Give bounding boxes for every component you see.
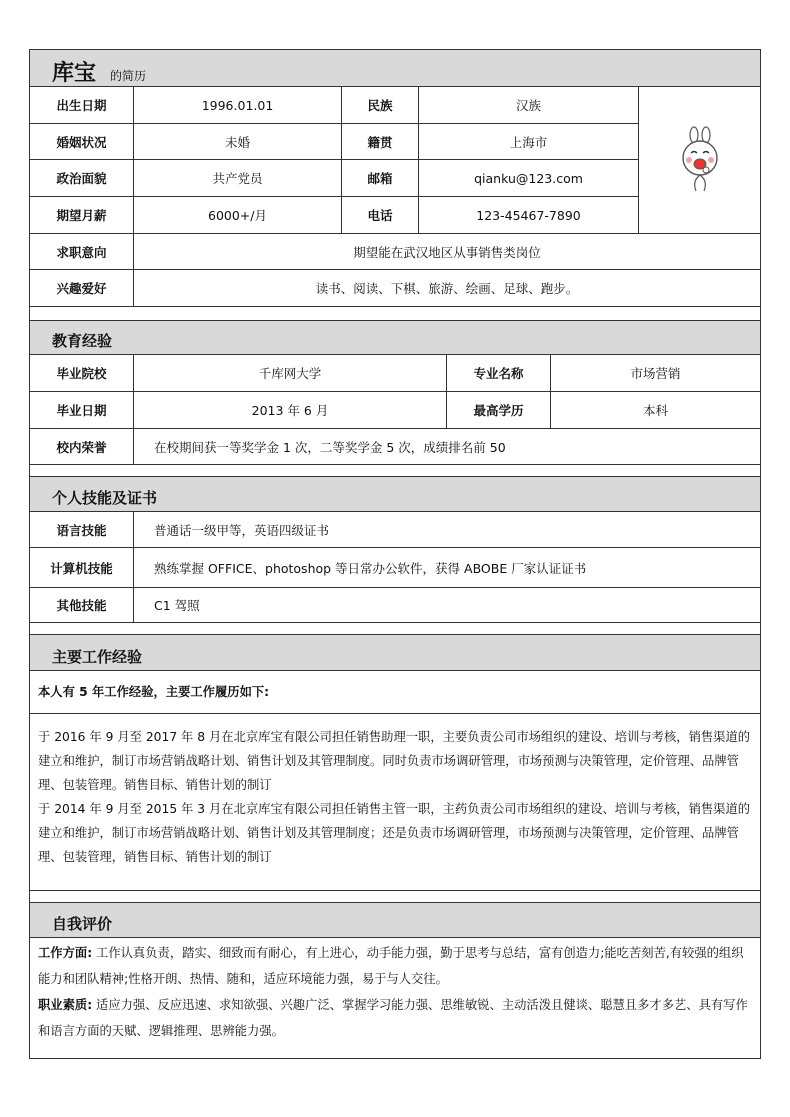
resume <box>29 49 761 1059</box>
hobby-value: 读书、阅读、下棋、旅游、绘画、足球、跑步。 <box>134 270 760 307</box>
cartoon-avatar-icon <box>674 126 726 194</box>
intent-label: 求职意向 <box>30 234 134 270</box>
resume-name: 库宝 <box>52 61 97 86</box>
self-eval-quality-label: 职业素质: <box>38 998 93 1012</box>
skills-header <box>30 476 760 512</box>
computer-skill-label: 计算机技能 <box>30 548 134 588</box>
major-label: 专业名称 <box>447 355 551 392</box>
political-label: 政治面貌 <box>30 160 134 197</box>
degree-value: 本科 <box>551 392 760 429</box>
self-eval-work-value: 工作认真负责，踏实、细致而有耐心，有上进心，动手能力强，勤于思考与总结，富有创造力;能吃苦刻苦,有较强的组织能力和团队精神;性格开朗、热情、随和，适应环境能力强，易于与人交往。 <box>38 946 744 986</box>
resume-suffix: 的简历 <box>110 69 147 83</box>
skills-title: 个人技能及证书 <box>52 489 158 507</box>
profile-photo <box>639 87 760 234</box>
self-eval-work-label: 工作方面: <box>38 946 93 960</box>
work-paragraph-1: 于 2016 年 9 月至 2017 年 8 月在北京库宝有限公司担任销售助理一职，主要负责公司市场组织的建设、培训与考核，销售渠道的建立和维护，制订市场营销战略计划、销售计划及其管理制度。同时负责市场调研管理，市场预测与决策管理，定价管理、品牌管理、包装管理。销售目标、销售计划的制订 <box>38 730 751 792</box>
self-eval-work <box>38 940 754 992</box>
degree-label: 最高学历 <box>447 392 551 429</box>
divider <box>30 890 760 891</box>
honor-value: 在校期间获一等奖学金 1 次，二等奖学金 5 次，成绩排名前 50 <box>134 429 760 465</box>
divider <box>30 713 760 714</box>
language-skill-label: 语言技能 <box>30 512 134 548</box>
birth-value: 1996.01.01 <box>134 87 342 124</box>
self-eval-quality-value: 适应力强、反应迅速、求知欲强、兴趣广泛、掌握学习能力强、思维敏锐、主动活泼且健谈、聪慧且多才多艺、具有写作和语言方面的天赋、逻辑推理、思辨能力强。 <box>38 998 748 1038</box>
self-eval-title: 自我评价 <box>52 915 113 933</box>
salary-label: 期望月薪 <box>30 197 134 234</box>
phone-label: 电话 <box>342 197 419 234</box>
native-value: 上海市 <box>419 124 639 160</box>
language-skill-value: 普通话一级甲等，英语四级证书 <box>134 512 760 548</box>
intent-value: 期望能在武汉地区从事销售类岗位 <box>134 234 760 270</box>
education-title: 教育经验 <box>52 332 113 350</box>
ethnic-label: 民族 <box>342 87 419 124</box>
self-eval-header <box>30 902 760 938</box>
grad-date-value: 2013 年 6 月 <box>134 392 447 429</box>
other-skill-value: C1 驾照 <box>134 588 760 623</box>
resume-title-bar <box>30 50 760 87</box>
birth-label: 出生日期 <box>30 87 134 124</box>
major-value: 市场营销 <box>551 355 760 392</box>
work-summary: 本人有 5 年工作经验，主要工作履历如下: <box>38 685 270 699</box>
other-skill-label: 其他技能 <box>30 588 134 623</box>
political-value: 共产党员 <box>134 160 342 197</box>
self-eval-quality <box>38 992 754 1044</box>
grad-date-label: 毕业日期 <box>30 392 134 429</box>
email-value: qianku@123.com <box>419 160 639 197</box>
work-title: 主要工作经验 <box>52 648 143 666</box>
school-label: 毕业院校 <box>30 355 134 392</box>
school-value: 千库网大学 <box>134 355 447 392</box>
marital-value: 未婚 <box>134 124 342 160</box>
honor-label: 校内荣誉 <box>30 429 134 465</box>
native-label: 籍贯 <box>342 124 419 160</box>
computer-skill-value: 熟练掌握 OFFICE、photoshop 等日常办公软件，获得 ABOBE 厂家认证证书 <box>134 548 760 588</box>
work-header <box>30 634 760 671</box>
ethnic-value: 汉族 <box>419 87 639 124</box>
phone-value: 123-45467-7890 <box>419 197 639 234</box>
education-header <box>30 320 760 355</box>
salary-value: 6000+/月 <box>134 197 342 234</box>
email-label: 邮箱 <box>342 160 419 197</box>
work-paragraph-2: 于 2014 年 9 月至 2015 年 3 月在北京库宝有限公司担任销售主管一职，主药负责公司市场组织的建设、培训与考核，销售渠道的建立和维护，制订市场营销战略计划、销售计划及其管理制度；还是负责市场调研管理，市场预测与决策管理，定价管理、品牌管理、包装管理，销售目标、销售计划的制订 <box>38 802 751 864</box>
hobby-label: 兴趣爱好 <box>30 270 134 307</box>
marital-label: 婚姻状况 <box>30 124 134 160</box>
